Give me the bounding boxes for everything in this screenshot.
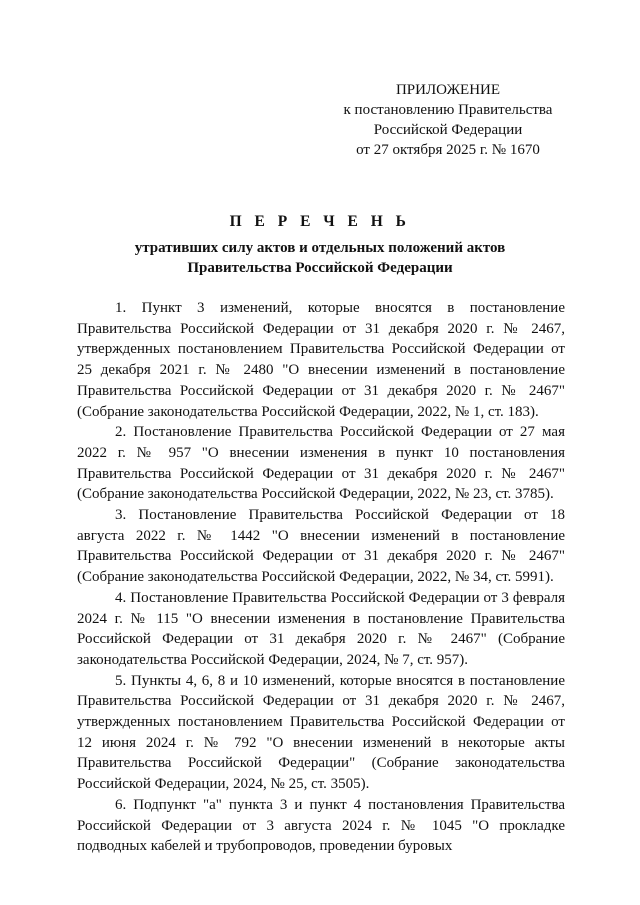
- list-body: [77, 298, 565, 857]
- appendix-title: ПРИЛОЖЕНИЕ: [395, 82, 501, 98]
- subtitle-line: утративших силу актов и отдельных положений актов: [134, 240, 506, 256]
- list-item-4: 4. Постановление Правительства Российской Федерации от 3 февраля 2024 г. № 115 "О внесении изменения в постановление Правительства Российской Федерации от 31 декабря 2020 г. № 2467" (Собрание законодательства Российской Федерации, 2024, № 7, ст. 957).: [77, 589, 565, 668]
- appendix-header: [340, 80, 556, 160]
- document-heading: П Е Р Е Ч Е Н Ь: [229, 213, 411, 230]
- list-item-2: 2. Постановление Правительства Российской Федерации от 27 мая 2022 г. № 957 "О внесении изменения в пункт 10 постановления Правительства Российской Федерации от 31 декабря 2020 г. № 2467" (Собрание законодательства Российской Федерации, 2022, № 23, ст. 3785).: [77, 424, 565, 503]
- list-item-6: 6. Подпункт "а" пункта 3 и пункт 4 постановления Правительства Российской Федерации от 3 августа 2024 г. № 1045 "О прокладке подводных кабелей и трубопроводов, проведении буровых: [77, 796, 565, 855]
- appendix-date-number: от 27 октября 2025 г. № 1670: [356, 142, 540, 158]
- list-item-5: 5. Пункты 4, 6, 8 и 10 изменений, которые вносятся в постановление Правительства Российской Федерации от 31 декабря 2020 г. № 2467, утвержденных постановлением Правительства Российской Федерации от 12 июня 2024 г. № 792 "О внесении изменений в некоторые акты Правительства Российской Федерации" (Собрание законодательства Российской Федерации, 2024, № 25, ст. 3505).: [77, 672, 565, 793]
- list-item-3: 3. Постановление Правительства Российской Федерации от 18 августа 2022 г. № 1442 "О внесении изменений в постановление Правительства Российской Федерации от 31 декабря 2020 г. № 2467" (Собрание законодательства Российской Федерации, 2022, № 34, ст. 5991).: [77, 507, 565, 586]
- appendix-line: к постановлению Правительства: [343, 102, 553, 118]
- list-item-1: 1. Пункт 3 изменений, которые вносятся в постановление Правительства Российской Федерации от 31 декабря 2020 г. № 2467, утвержденных постановлением Правительства Российской Федерации от 25 декабря 2021 г. № 2480 "О внесении изменений в постановление Правительства Российской Федерации от 31 декабря 2020 г. № 2467" (Собрание законодательства Российской Федерации, 2022, № 1, ст. 183).: [77, 300, 565, 420]
- document-subtitle: [0, 238, 640, 278]
- subtitle-line: Правительства Российской Федерации: [187, 260, 453, 276]
- appendix-line: Российской Федерации: [373, 122, 523, 138]
